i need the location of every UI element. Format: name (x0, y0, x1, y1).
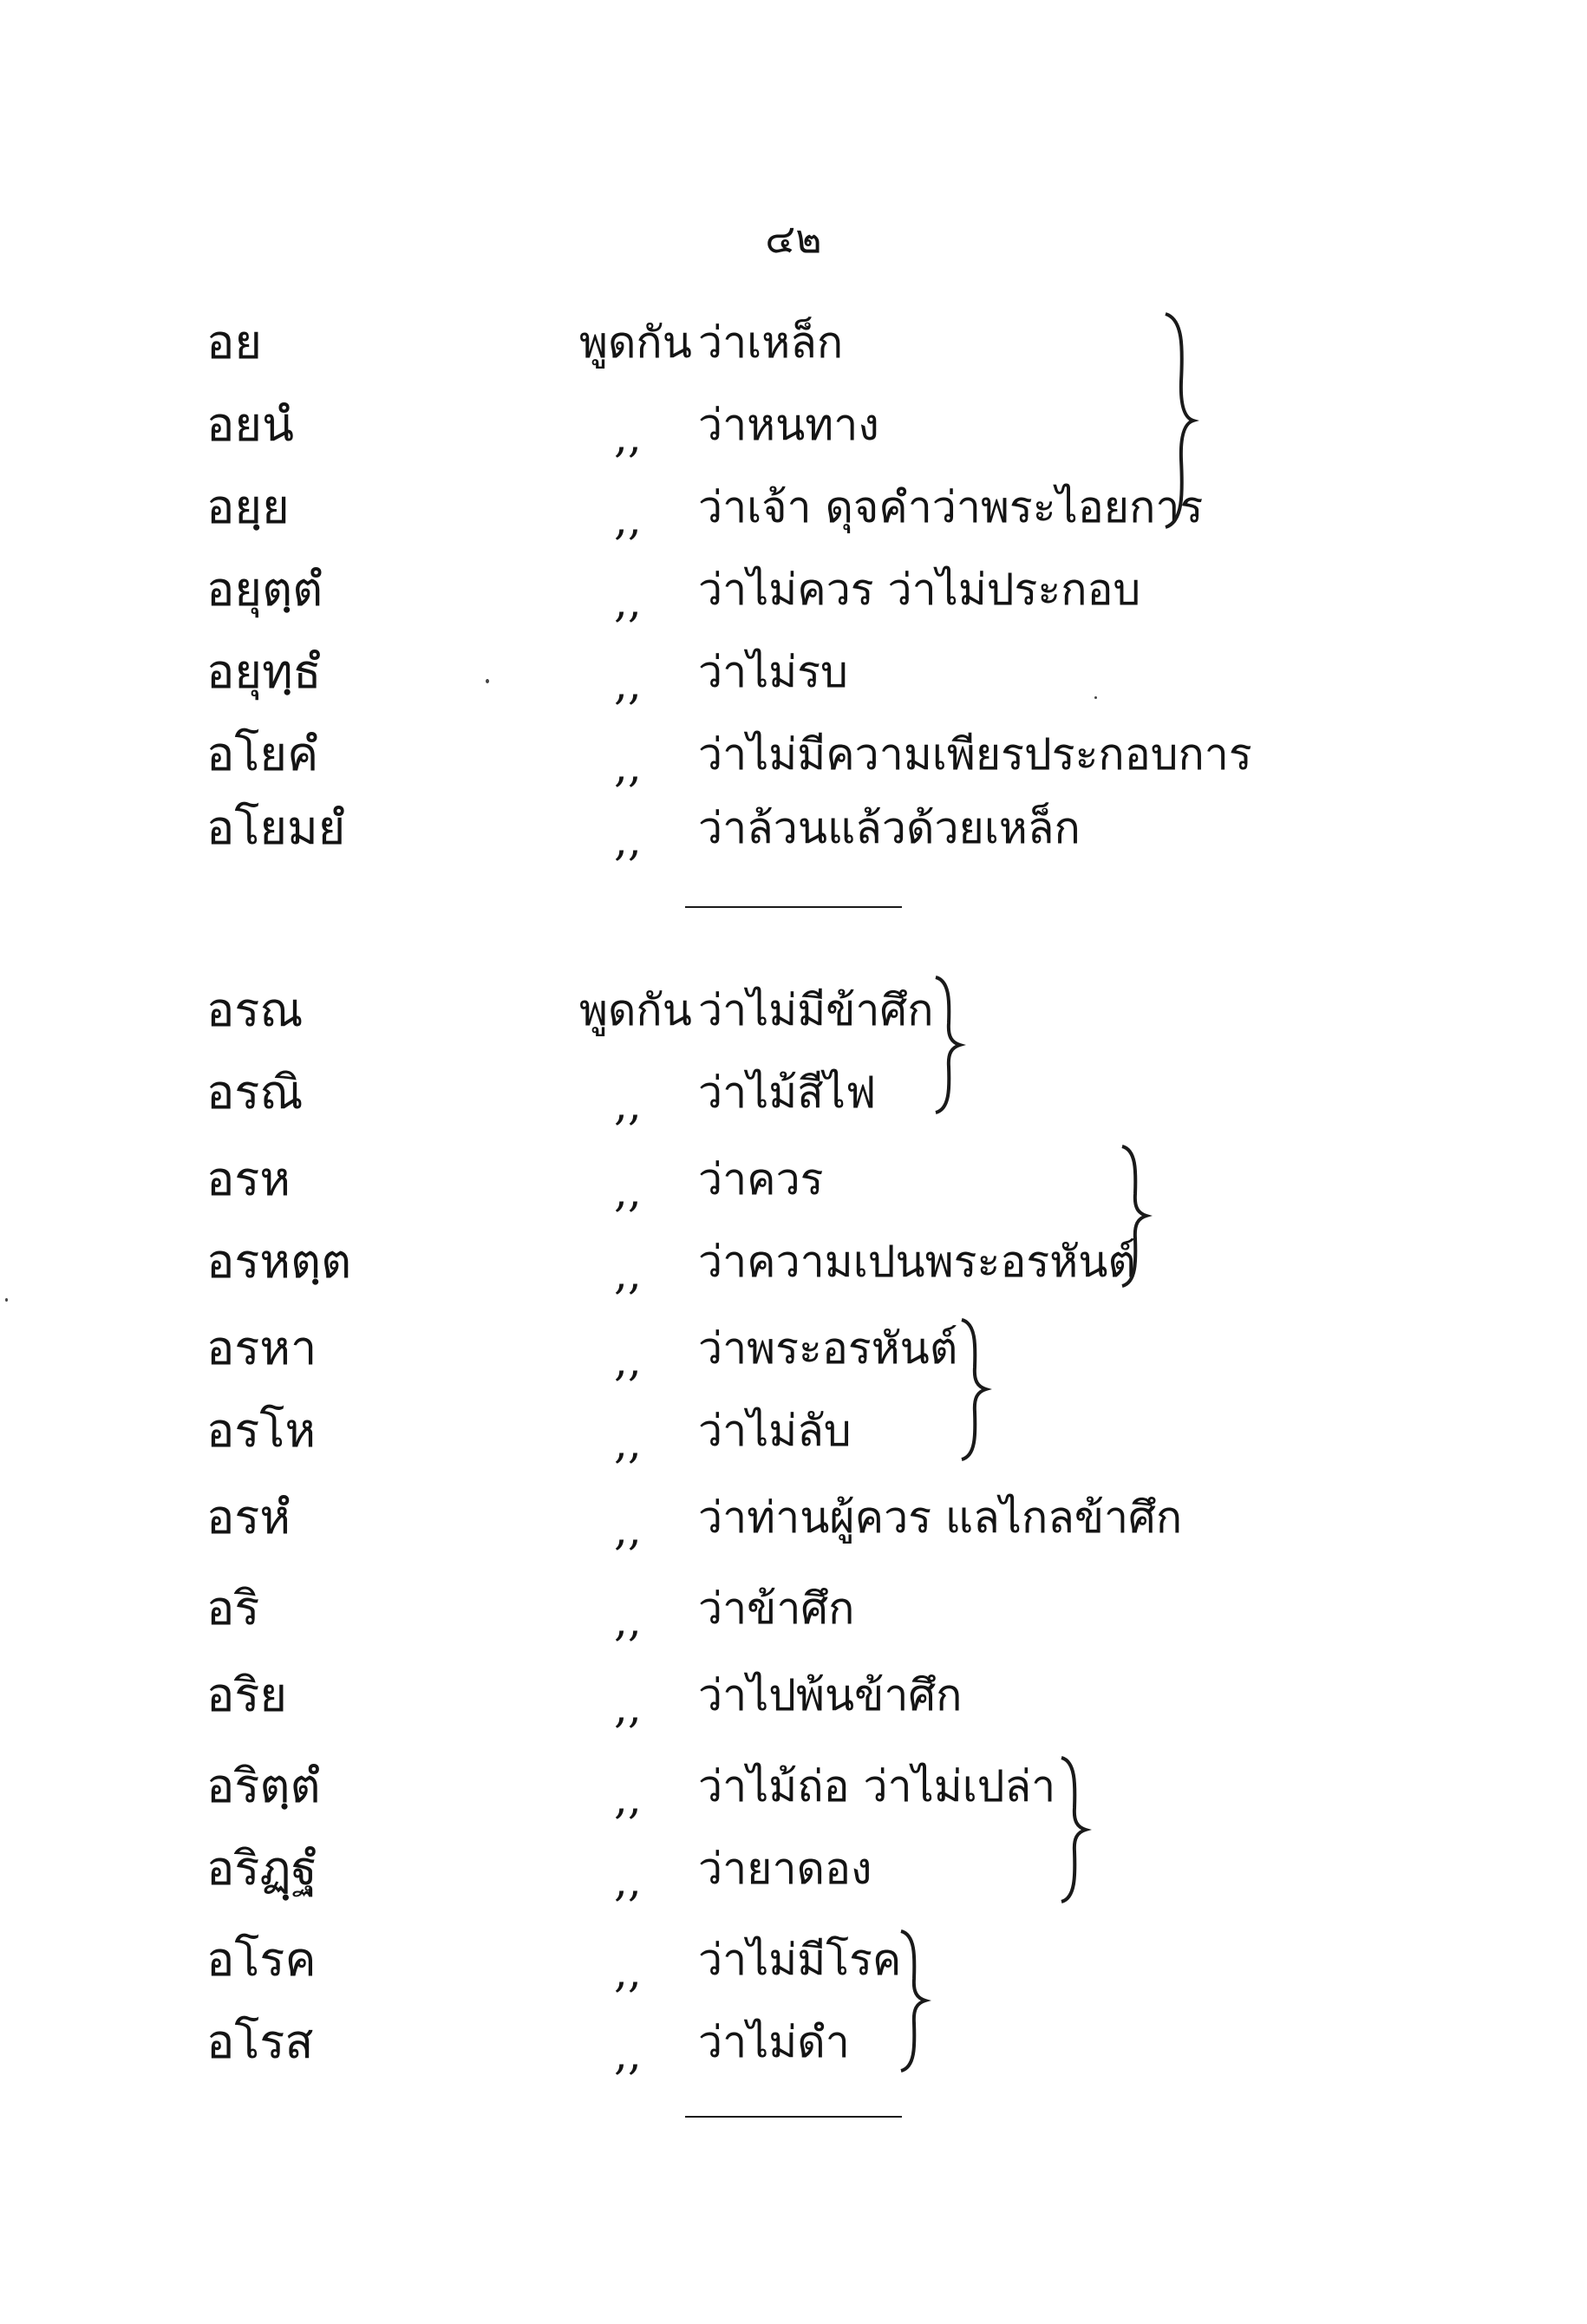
entry-gloss: ว่าล้วนแล้วด้วยเหล็ก (698, 803, 1081, 853)
entry-row (0, 976, 1587, 1045)
entry-headword: อรณิ (206, 1065, 304, 1120)
ditto-mark: ,, (614, 1166, 642, 1217)
entry-row (0, 1661, 1587, 1733)
entry-gloss: ว่าไม่ดำ (698, 2017, 850, 2067)
scan-speck (486, 679, 489, 683)
entry-row (0, 2007, 1587, 2077)
ditto-mark: ,, (614, 1249, 642, 1299)
entry-headword: อยนํ (206, 397, 294, 452)
entry-row (0, 308, 1587, 377)
entry-row (0, 390, 1587, 460)
ditto-mark: ,, (614, 1856, 642, 1906)
entry-row (0, 1925, 1587, 1997)
entry-gloss: ว่าไม่ลับ (698, 1406, 852, 1456)
entry-gloss: ว่าไม่รบ (698, 647, 848, 697)
entry-gloss: ว่าควร (698, 1154, 824, 1204)
ditto-mark: ,, (614, 412, 642, 462)
entry-gloss: ว่าไม่มีความเพียรประกอบการ (698, 729, 1252, 780)
entry-headword: อรณ (206, 982, 304, 1037)
entry-gloss: ว่าไม่ควร ว่าไม่ประกอบ (698, 565, 1141, 615)
entry-row (0, 1314, 1587, 1386)
grouping-brace (1058, 1756, 1089, 1903)
entry-headword: อรหํ (206, 1490, 291, 1544)
entry-row (0, 637, 1587, 707)
entry-headword: อยุตฺตํ (206, 562, 323, 617)
entry-row (0, 1752, 1587, 1824)
entry-headword: อโยมยํ (206, 800, 346, 855)
ditto-mark: ,, (614, 1335, 642, 1386)
entry-headword: อริย (206, 1668, 288, 1722)
page-number: ๔๒ (765, 215, 822, 262)
entry-headword: อรหตฺต (206, 1234, 352, 1289)
entry-headword: อรห (206, 1152, 291, 1206)
grouping-brace (932, 976, 963, 1114)
entry-gloss: ว่าข้าศึก (698, 1583, 855, 1634)
ditto-mark: ,, (614, 741, 642, 792)
entry-headword: อยฺย (206, 480, 290, 534)
entry-gloss: ว่าหนทาง (698, 400, 879, 450)
entry-gloss: ว่าท่านผู้ควร แลไกลข้าศึก (698, 1492, 1183, 1543)
scan-speck (5, 1298, 8, 1302)
grouping-brace (1162, 312, 1197, 529)
entry-row (0, 1396, 1587, 1466)
entry-gloss: ว่าพระอรหันต์ (698, 1323, 958, 1374)
entry-gloss: ว่าความเปนพระอรหันต์ (698, 1237, 1136, 1287)
ditto-mark: ,, (614, 1596, 642, 1646)
entry-headword: อโรค (206, 1932, 317, 1987)
entry-row (0, 473, 1587, 545)
entry-row (0, 1227, 1587, 1299)
entry-headword: อยุทฺธํ (206, 644, 322, 699)
grouping-brace (898, 1929, 929, 2073)
entry-gloss: ว่าไม้สีไฟ (698, 1067, 877, 1118)
ditto-mark: ,, (614, 1418, 642, 1468)
ditto-mark: ,, (614, 1080, 642, 1130)
ditto-mark: ,, (614, 659, 642, 709)
entry-headword: อริฏฺฐํ (206, 1841, 317, 1896)
ditto-mark: ,, (614, 577, 642, 627)
entry-gloss: ว่าไปพ้นข้าศึก (698, 1670, 963, 1720)
entry-row (0, 1834, 1587, 1906)
section-divider (685, 2116, 902, 2118)
ditto-mark: ,, (614, 2029, 642, 2079)
entry-headword: อโยคํ (206, 727, 319, 781)
ditto-mark: ,, (614, 1505, 642, 1555)
entry-gloss: ว่าเจ้า ดุจคำว่าพระไอยการ (698, 482, 1204, 532)
entry-lead-phrase: พูดกัน (579, 985, 692, 1035)
entry-row (0, 1145, 1587, 1217)
entry-gloss: ว่ายาดอง (698, 1844, 872, 1894)
entry-row (0, 1058, 1587, 1130)
ditto-mark: ,, (614, 815, 642, 865)
section-divider (685, 906, 902, 908)
entry-headword: อโรส (206, 2014, 314, 2069)
entry-gloss: ว่าไม่มีโรค (698, 1935, 902, 1985)
ditto-mark: ,, (614, 1682, 642, 1733)
entry-row (0, 555, 1587, 627)
entry-row (0, 720, 1587, 792)
scan-speck (1094, 696, 1097, 699)
entry-headword: อริ (206, 1581, 260, 1635)
entry-gloss: ว่าไม้ถ่อ ว่าไม่เปล่า (698, 1761, 1056, 1812)
ditto-mark: ,, (614, 494, 642, 545)
ditto-mark: ,, (614, 1947, 642, 1997)
entry-headword: อรหา (206, 1321, 317, 1375)
entry-lead-phrase: พูดกัน (579, 317, 692, 368)
entry-headword: อรโห (206, 1403, 317, 1458)
entry-gloss: ว่าเหล็ก (698, 317, 844, 368)
entry-row (0, 1483, 1587, 1555)
ditto-mark: ,, (614, 1773, 642, 1824)
entry-row (0, 1574, 1587, 1646)
entry-row (0, 793, 1587, 863)
entry-gloss: ว่าไม่มีข้าศึก (698, 985, 934, 1035)
entry-headword: อย (206, 315, 263, 369)
grouping-brace (958, 1318, 989, 1461)
entry-headword: อริตฺตํ (206, 1759, 321, 1813)
grouping-brace (1119, 1145, 1150, 1288)
